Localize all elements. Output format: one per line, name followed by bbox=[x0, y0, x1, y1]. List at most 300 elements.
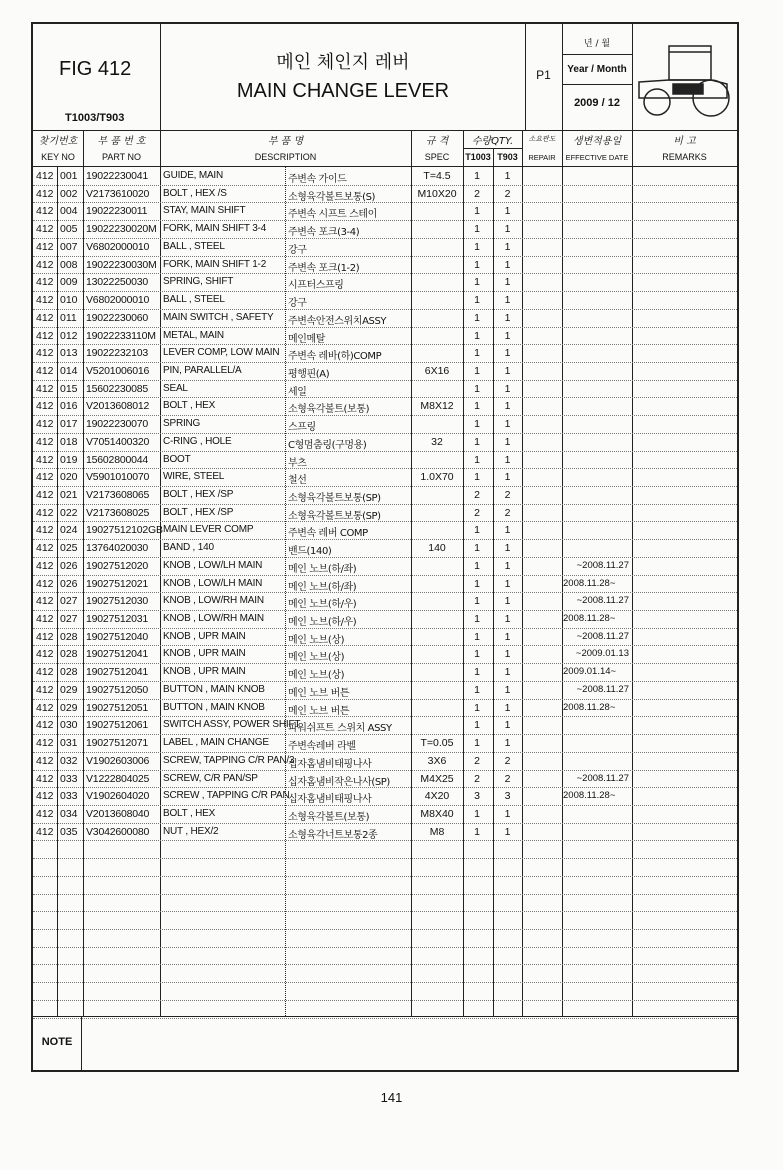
key-no: 412 bbox=[36, 683, 54, 696]
part-no: 19027512041 bbox=[86, 666, 149, 679]
col-qty-t903: T903 bbox=[497, 152, 518, 162]
key-no: 412 bbox=[36, 418, 54, 431]
description-korean: 소형육각볼트보통(SP) bbox=[288, 510, 381, 522]
effective-date: ~2008.11.27 bbox=[576, 683, 629, 695]
item-no: 029 bbox=[60, 683, 78, 696]
table-row bbox=[33, 664, 737, 682]
key-no: 412 bbox=[36, 471, 54, 484]
table-row bbox=[33, 328, 737, 346]
parts-sheet bbox=[31, 22, 739, 1072]
description: LABEL , MAIN CHANGE bbox=[163, 737, 269, 748]
part-no: V1902603006 bbox=[86, 754, 150, 767]
table-row bbox=[33, 646, 737, 664]
item-no: 012 bbox=[60, 329, 78, 342]
qty-t1003: 2 bbox=[474, 187, 480, 200]
col-qty-t1003: T1003 bbox=[465, 152, 491, 162]
description: FORK, MAIN SHIFT 1-2 bbox=[163, 258, 267, 270]
page-code: P1 bbox=[536, 68, 551, 82]
row-rule bbox=[33, 858, 737, 859]
row-rule bbox=[33, 1018, 737, 1019]
qty-t903: 1 bbox=[504, 170, 511, 182]
qty-t1003: 1 bbox=[474, 205, 480, 218]
qty-t1003: 1 bbox=[474, 347, 480, 360]
description: KNOB , UPR MAIN bbox=[163, 630, 246, 642]
description-korean: 메인메탈 bbox=[288, 333, 326, 345]
key-no: 412 bbox=[36, 807, 54, 820]
description: BOOT bbox=[163, 453, 191, 465]
qty-t1003: 1 bbox=[474, 807, 480, 820]
qty-t1003: 1 bbox=[474, 825, 480, 838]
description-korean: 메인 노브(하/좌) bbox=[288, 563, 357, 575]
key-no: 412 bbox=[36, 630, 54, 643]
part-no: 19022230070 bbox=[86, 418, 149, 431]
qty-t1003: 2 bbox=[474, 772, 480, 785]
qty-t903: 1 bbox=[504, 435, 511, 448]
description: PIN, PARALLEL/A bbox=[163, 364, 242, 376]
description-korean: 주변속 레바(하)COMP bbox=[288, 351, 382, 363]
description: BUTTON , MAIN KNOB bbox=[163, 683, 265, 695]
table-row bbox=[33, 522, 737, 540]
description: KNOB , LOW/RH MAIN bbox=[163, 613, 264, 624]
qty-t903: 1 bbox=[504, 825, 511, 838]
description: BOLT , HEX bbox=[163, 807, 216, 819]
spec: M4X25 bbox=[420, 772, 454, 785]
description-korean: 철선 bbox=[288, 475, 307, 487]
effective-date: ~2008.11.27 bbox=[576, 772, 629, 784]
qty-t903: 2 bbox=[504, 506, 511, 519]
item-no: 033 bbox=[60, 790, 78, 803]
qty-t1003: 1 bbox=[474, 648, 480, 661]
item-no: 026 bbox=[60, 559, 78, 572]
part-no: 19022233110M bbox=[86, 329, 156, 342]
description-korean: 메인 노브(하/좌) bbox=[288, 581, 357, 593]
table-row bbox=[33, 540, 737, 558]
key-no: 412 bbox=[36, 329, 54, 342]
description: KNOB , LOW/RH MAIN bbox=[163, 595, 264, 607]
description: SPRING, SHIFT bbox=[163, 276, 234, 288]
part-no: 19027512040 bbox=[86, 630, 149, 643]
description-korean: 주변속레버 라벨 bbox=[288, 741, 356, 752]
part-no: 19027512051 bbox=[86, 701, 149, 714]
row-rule bbox=[33, 894, 737, 895]
description-korean: C형멈춤링(구멍용) bbox=[288, 439, 367, 451]
qty-t903: 1 bbox=[504, 223, 511, 236]
effective-date: 2008.11.28~ bbox=[563, 613, 616, 624]
key-no: 412 bbox=[36, 559, 54, 572]
tractor-icon bbox=[633, 32, 733, 124]
effective-date: 2008.11.28~ bbox=[563, 701, 616, 713]
key-no: 412 bbox=[36, 382, 54, 395]
qty-t903: 1 bbox=[504, 737, 511, 749]
table-row bbox=[33, 363, 737, 381]
effective-date: ~2008.11.27 bbox=[576, 559, 629, 571]
description-korean: 파워쉬프트 스위치 ASSY bbox=[288, 723, 392, 735]
title-english: MAIN CHANGE LEVER bbox=[236, 80, 450, 102]
table-row bbox=[33, 381, 737, 399]
table-row bbox=[33, 700, 737, 718]
qty-t1003: 3 bbox=[474, 790, 480, 803]
item-no: 026 bbox=[60, 577, 78, 590]
qty-t903: 1 bbox=[504, 577, 511, 590]
description: BALL , STEEL bbox=[163, 240, 225, 252]
table-row bbox=[33, 239, 737, 257]
divider bbox=[632, 24, 633, 130]
table-row bbox=[33, 806, 737, 824]
item-no: 033 bbox=[60, 772, 78, 785]
description: FORK, MAIN SHIFT 3-4 bbox=[163, 223, 267, 235]
qty-t903: 1 bbox=[504, 542, 511, 555]
description-korean: 주변속 포크(1-2) bbox=[288, 262, 360, 274]
table-row bbox=[33, 593, 737, 611]
item-no: 028 bbox=[60, 648, 78, 661]
key-no: 412 bbox=[36, 347, 54, 360]
description: STAY, MAIN SHIFT bbox=[163, 205, 246, 217]
qty-t903: 3 bbox=[504, 790, 511, 803]
col-part: PART NO bbox=[101, 152, 141, 162]
qty-t1003: 1 bbox=[474, 294, 480, 306]
table-row bbox=[33, 292, 737, 310]
key-no: 412 bbox=[36, 648, 54, 661]
description: MAIN LEVER COMP bbox=[163, 524, 254, 536]
part-no: 19022230060 bbox=[86, 311, 149, 324]
qty-t903: 1 bbox=[504, 630, 511, 643]
table-row bbox=[33, 788, 737, 806]
qty-t1003: 1 bbox=[474, 701, 480, 714]
col-eff: EFFECTIVE DATE bbox=[565, 153, 629, 162]
note-label: NOTE bbox=[41, 1036, 73, 1048]
table-row bbox=[33, 434, 737, 452]
part-no: V7051400320 bbox=[86, 435, 150, 448]
row-rule bbox=[33, 947, 737, 948]
item-no: 027 bbox=[60, 595, 78, 608]
description: KNOB , UPR MAIN bbox=[163, 666, 246, 678]
key-no: 412 bbox=[36, 311, 54, 324]
divider bbox=[81, 1016, 82, 1070]
qty-t1003: 2 bbox=[474, 754, 480, 767]
item-no: 007 bbox=[60, 240, 78, 253]
divider bbox=[562, 24, 563, 130]
qty-t1003: 1 bbox=[474, 276, 480, 289]
qty-t1003: 2 bbox=[474, 506, 480, 519]
key-no: 412 bbox=[36, 737, 54, 749]
col-spec-ko: 규 격 bbox=[425, 136, 449, 147]
spec: 32 bbox=[431, 435, 443, 448]
qty-t903: 1 bbox=[504, 311, 511, 324]
item-no: 014 bbox=[60, 364, 78, 377]
description-korean: 주변속 레버 COMP bbox=[288, 528, 368, 540]
part-no: V2013608012 bbox=[86, 400, 150, 413]
part-no: 19022230030M bbox=[86, 258, 157, 271]
qty-t1003: 1 bbox=[474, 382, 480, 395]
table-row bbox=[33, 398, 737, 416]
key-no: 412 bbox=[36, 790, 54, 803]
col-repair-ko: 소요판도 bbox=[528, 135, 556, 143]
description: SEAL bbox=[163, 382, 188, 394]
row-rule bbox=[33, 964, 737, 965]
key-no: 412 bbox=[36, 489, 54, 501]
key-no: 412 bbox=[36, 205, 54, 218]
qty-t1003: 1 bbox=[474, 258, 480, 271]
key-no: 412 bbox=[36, 666, 54, 679]
qty-t1003: 1 bbox=[474, 170, 480, 182]
qty-t1003: 1 bbox=[474, 453, 480, 466]
description-korean: 주변속 시프트 스테이 bbox=[288, 209, 377, 221]
table-row bbox=[33, 824, 737, 842]
part-no: 13764020030 bbox=[86, 542, 149, 555]
key-no: 412 bbox=[36, 577, 54, 590]
item-no: 004 bbox=[60, 205, 78, 218]
table-row bbox=[33, 257, 737, 275]
description-korean: 십자홈냄비태핑나사 bbox=[288, 794, 372, 806]
part-no: 19027512021 bbox=[86, 577, 149, 590]
qty-t903: 1 bbox=[504, 205, 511, 218]
spec: 4X20 bbox=[424, 790, 450, 803]
part-no: 19027512020 bbox=[86, 559, 149, 572]
divider bbox=[562, 84, 632, 85]
qty-t903: 1 bbox=[504, 471, 511, 484]
part-no: 15602230085 bbox=[86, 382, 149, 395]
qty-t1003: 1 bbox=[474, 719, 480, 732]
key-no: 412 bbox=[36, 453, 54, 466]
part-no: V5201006016 bbox=[86, 364, 150, 377]
description: KNOB , LOW/LH MAIN bbox=[163, 559, 263, 571]
description-korean: 메인 노브(상) bbox=[288, 670, 345, 682]
description-korean: 메인 노브(하/우) bbox=[288, 599, 357, 611]
qty-t903: 1 bbox=[504, 418, 511, 431]
item-no: 015 bbox=[60, 382, 78, 395]
description-korean: 주변속안전스위치ASSY bbox=[288, 315, 387, 327]
effective-date: 2009.01.14~ bbox=[563, 666, 617, 678]
figure-number: FIG 412 bbox=[59, 58, 132, 80]
qty-t903: 1 bbox=[504, 364, 511, 377]
qty-t1003: 1 bbox=[474, 364, 480, 377]
description: SCREW, TAPPING C/R PAN/3 bbox=[163, 754, 295, 766]
qty-t1003: 1 bbox=[474, 223, 480, 236]
table-row bbox=[33, 717, 737, 735]
table-row bbox=[33, 168, 737, 186]
col-spec: SPEC bbox=[424, 152, 450, 162]
description-korean: 평행핀(A) bbox=[288, 368, 330, 380]
key-no: 412 bbox=[36, 719, 54, 732]
qty-t1003: 1 bbox=[474, 240, 480, 253]
qty-t1003: 2 bbox=[474, 489, 480, 501]
part-no: V2173610020 bbox=[86, 187, 150, 200]
item-no: 019 bbox=[60, 453, 78, 466]
divider bbox=[160, 24, 161, 130]
qty-t903: 1 bbox=[504, 719, 511, 732]
col-key: KEY NO bbox=[41, 152, 75, 162]
qty-t903: 1 bbox=[504, 240, 511, 253]
description: METAL, MAIN bbox=[163, 329, 224, 341]
part-no: 19027512102GB bbox=[86, 524, 163, 537]
description-korean: 강구 bbox=[288, 298, 307, 309]
description: GUIDE, MAIN bbox=[163, 170, 224, 181]
table-row bbox=[33, 221, 737, 239]
qty-t1003: 1 bbox=[474, 577, 480, 590]
item-no: 028 bbox=[60, 666, 78, 679]
item-no: 035 bbox=[60, 825, 78, 838]
description-korean: 세일 bbox=[288, 386, 307, 398]
spec: 140 bbox=[428, 542, 446, 555]
issue-date: 2009 / 12 bbox=[574, 97, 620, 109]
key-no: 412 bbox=[36, 701, 54, 714]
description: MAIN SWITCH , SAFETY bbox=[163, 311, 274, 323]
item-no: 021 bbox=[60, 489, 78, 501]
description: SPRING bbox=[163, 418, 201, 430]
description-korean: 주변속 포크(3-4) bbox=[288, 227, 360, 239]
item-no: 001 bbox=[60, 170, 78, 182]
description: BOLT , HEX /SP bbox=[163, 506, 234, 518]
part-no: 19022230011 bbox=[86, 205, 148, 218]
effective-date: ~2009.01.13 bbox=[575, 648, 629, 660]
description: SCREW , TAPPING C/R PAN bbox=[163, 790, 290, 802]
spec: 1.0X70 bbox=[420, 471, 454, 484]
col-qty-ko: 수량QTY. bbox=[471, 136, 514, 147]
table-row bbox=[33, 203, 737, 221]
qty-t903: 1 bbox=[504, 400, 511, 413]
model-label: T1003/T903 bbox=[65, 112, 125, 124]
spec: M8X40 bbox=[420, 807, 454, 820]
divider bbox=[33, 1016, 737, 1017]
key-no: 412 bbox=[36, 294, 54, 306]
part-no: V3042600080 bbox=[86, 825, 150, 838]
key-no: 412 bbox=[36, 276, 54, 289]
description: C-RING , HOLE bbox=[163, 435, 232, 447]
qty-t903: 2 bbox=[504, 772, 511, 785]
spec: M10X20 bbox=[417, 187, 457, 200]
qty-t1003: 1 bbox=[474, 311, 480, 324]
qty-t903: 1 bbox=[504, 382, 511, 395]
table-row bbox=[33, 629, 737, 647]
description-korean: 소형육각볼트보통(S) bbox=[288, 191, 376, 203]
qty-t903: 1 bbox=[504, 453, 511, 466]
item-no: 009 bbox=[60, 276, 78, 289]
description-korean: 시프터스프링 bbox=[288, 280, 344, 292]
description-korean: 강구 bbox=[288, 244, 307, 256]
key-no: 412 bbox=[36, 400, 54, 413]
row-rule bbox=[33, 876, 737, 877]
item-no: 005 bbox=[60, 223, 78, 236]
part-no: 19022232103 bbox=[86, 347, 149, 360]
table-row bbox=[33, 682, 737, 700]
qty-t903: 1 bbox=[504, 701, 511, 714]
item-no: 034 bbox=[60, 807, 78, 820]
qty-t903: 2 bbox=[504, 187, 511, 200]
table-row bbox=[33, 416, 737, 434]
part-no: V2173608065 bbox=[86, 489, 150, 501]
qty-t903: 1 bbox=[504, 294, 511, 306]
qty-t903: 2 bbox=[504, 754, 511, 767]
qty-t903: 1 bbox=[504, 807, 511, 820]
part-no: 15602800044 bbox=[86, 453, 149, 466]
item-no: 028 bbox=[60, 630, 78, 643]
table-row bbox=[33, 274, 737, 292]
item-no: 030 bbox=[60, 719, 78, 732]
description-korean: 십자홈냄비작은나사(SP) bbox=[288, 776, 390, 788]
col-repair: REPAIR bbox=[528, 153, 556, 162]
qty-t903: 1 bbox=[504, 524, 511, 537]
item-no: 029 bbox=[60, 701, 78, 714]
description-korean: 부츠 bbox=[288, 457, 307, 469]
item-no: 011 bbox=[60, 311, 77, 324]
item-no: 025 bbox=[60, 542, 78, 555]
item-no: 032 bbox=[60, 754, 78, 767]
qty-t1003: 1 bbox=[474, 666, 480, 679]
qty-t1003: 1 bbox=[474, 683, 480, 696]
part-no: 19022230020M bbox=[86, 223, 157, 236]
item-no: 010 bbox=[60, 294, 78, 306]
table-row bbox=[33, 735, 737, 753]
item-no: 031 bbox=[60, 737, 78, 749]
description: BOLT , HEX /S bbox=[163, 187, 227, 199]
item-no: 016 bbox=[60, 400, 78, 413]
description-korean: 메인 노브(상) bbox=[288, 634, 345, 646]
col-eff-ko: 생변적용일 bbox=[572, 136, 622, 147]
key-no: 412 bbox=[36, 223, 54, 236]
key-no: 412 bbox=[36, 613, 54, 625]
col-key-ko: 찾기번호 bbox=[38, 136, 78, 147]
qty-t903: 1 bbox=[504, 666, 511, 679]
col-remarks: REMARKS bbox=[662, 152, 707, 162]
qty-t903: 1 bbox=[504, 559, 511, 572]
effective-date: ~2008.11.27 bbox=[576, 630, 629, 642]
description-korean: 소형육각볼트(보통) bbox=[288, 811, 370, 823]
key-no: 412 bbox=[36, 240, 54, 253]
table-row bbox=[33, 505, 737, 523]
year-month-korean: 년 / 월 bbox=[583, 39, 611, 49]
table-row bbox=[33, 310, 737, 328]
description-korean: 주변속 가이드 bbox=[288, 174, 347, 185]
description-korean: 소형육각볼트보통(SP) bbox=[288, 493, 381, 504]
item-no: 024 bbox=[60, 524, 78, 537]
table-row bbox=[33, 558, 737, 576]
item-no: 027 bbox=[60, 613, 78, 625]
key-no: 412 bbox=[36, 170, 54, 182]
item-no: 018 bbox=[60, 435, 78, 448]
description-korean: 소형육각너트보통2종 bbox=[288, 829, 378, 841]
row-rule bbox=[33, 982, 737, 983]
description-korean: 메인 노브(상) bbox=[288, 652, 345, 664]
table-row bbox=[33, 611, 737, 629]
qty-t1003: 1 bbox=[474, 595, 480, 608]
description: LEVER COMP, LOW MAIN bbox=[163, 347, 280, 359]
qty-t1003: 1 bbox=[474, 471, 480, 484]
description: SWITCH ASSY, POWER SHIFT bbox=[163, 719, 301, 731]
part-no: 19027512071 bbox=[86, 737, 149, 749]
description: NUT , HEX/2 bbox=[163, 825, 219, 837]
spec: M8X12 bbox=[420, 400, 454, 413]
description: BOLT , HEX /SP bbox=[163, 489, 234, 500]
part-no: 19027512061 bbox=[86, 719, 149, 732]
item-no: 002 bbox=[60, 187, 78, 200]
description: KNOB , UPR MAIN bbox=[163, 648, 246, 660]
item-no: 013 bbox=[60, 347, 78, 360]
key-no: 412 bbox=[36, 364, 54, 377]
row-rule bbox=[33, 929, 737, 930]
description-korean: 메인 노브 버튼 bbox=[288, 687, 350, 699]
key-no: 412 bbox=[36, 595, 54, 608]
item-no: 022 bbox=[60, 506, 78, 519]
spec: T=0.05 bbox=[420, 737, 454, 749]
part-no: 19022230041 bbox=[86, 170, 149, 182]
description: WIRE, STEEL bbox=[163, 471, 225, 483]
qty-t1003: 1 bbox=[474, 630, 480, 643]
qty-t903: 1 bbox=[504, 648, 511, 661]
qty-t903: 1 bbox=[504, 258, 511, 271]
qty-t903: 1 bbox=[504, 347, 511, 360]
spec: M8 bbox=[429, 825, 445, 838]
qty-t903: 1 bbox=[504, 613, 511, 625]
